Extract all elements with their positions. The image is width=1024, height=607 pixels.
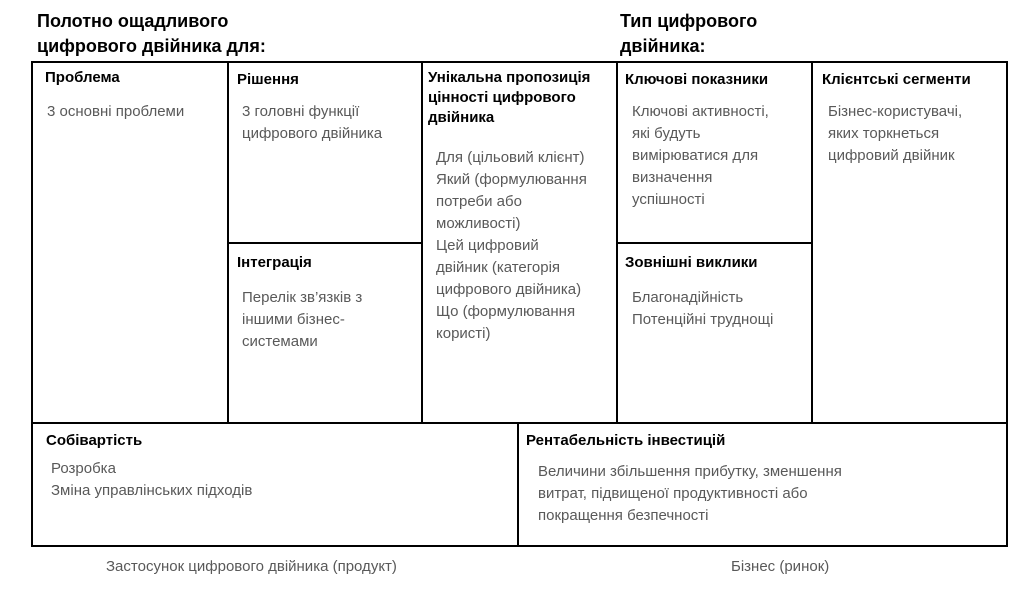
key-metrics-title: Ключові показники: [625, 71, 769, 88]
external-challenges-cell: [616, 242, 813, 424]
uvp-title: Унікальна пропозиція цінності цифрового двійника: [428, 69, 591, 126]
customer-segments-title: Клієнтські сегменти: [822, 71, 971, 88]
problem-title: Проблема: [45, 69, 120, 86]
canvas-title-line2: цифрового двійника для:: [37, 36, 266, 56]
problem-text: 3 основні проблеми: [47, 103, 185, 120]
product-footer-label: Застосунок цифрового двійника (продукт): [106, 558, 397, 575]
key-metrics-text: Ключові активності, які будуть вимірюватися для визначення успішності: [632, 103, 769, 208]
uvp-cell: [421, 61, 618, 424]
roi-title: Рентабельність інвестицій: [526, 432, 726, 449]
roi-cell: [517, 422, 1008, 547]
roi-text: Величини збільшення прибутку, зменшення витрат, підвищеної продуктивності або покращення безпечності: [538, 463, 842, 524]
twin-type-line2: двійника:: [620, 36, 706, 56]
key-metrics-cell: [616, 61, 813, 244]
canvas-title-line1: Полотно ощадливого: [37, 11, 229, 31]
cost-title: Собівартість: [46, 432, 143, 449]
cost-text: Розробка Зміна управлінських підходів: [51, 460, 253, 499]
twin-type-line1: Тип цифрового: [620, 11, 758, 31]
integration-title: Інтеграція: [237, 254, 312, 271]
problem-cell: [31, 61, 229, 424]
solution-cell: [227, 61, 423, 244]
solution-text: 3 головні функції цифрового двійника: [242, 103, 383, 142]
integration-cell: [227, 242, 423, 424]
canvas-title: [37, 9, 266, 59]
customer-segments-cell: [811, 61, 1008, 424]
customer-segments-text: Бізнес-користувачі, яких торкнеться цифровий двійник: [828, 103, 963, 164]
market-footer-label: Бізнес (ринок): [731, 558, 830, 575]
solution-title: Рішення: [237, 71, 299, 88]
twin-type-title: [620, 9, 757, 59]
integration-text: Перелік зв’язків з іншими бізнес- системами: [242, 289, 363, 350]
uvp-text: Для (цільовий клієнт) Який (формулювання потреби або можливості) Цей цифровий двійник (категорія цифрового двійника) Що (формулювання користі): [436, 149, 587, 342]
external-challenges-text: Благонадійність Потенційні труднощі: [632, 289, 774, 328]
external-challenges-title: Зовнішні виклики: [625, 254, 758, 271]
cost-cell: [31, 422, 519, 547]
